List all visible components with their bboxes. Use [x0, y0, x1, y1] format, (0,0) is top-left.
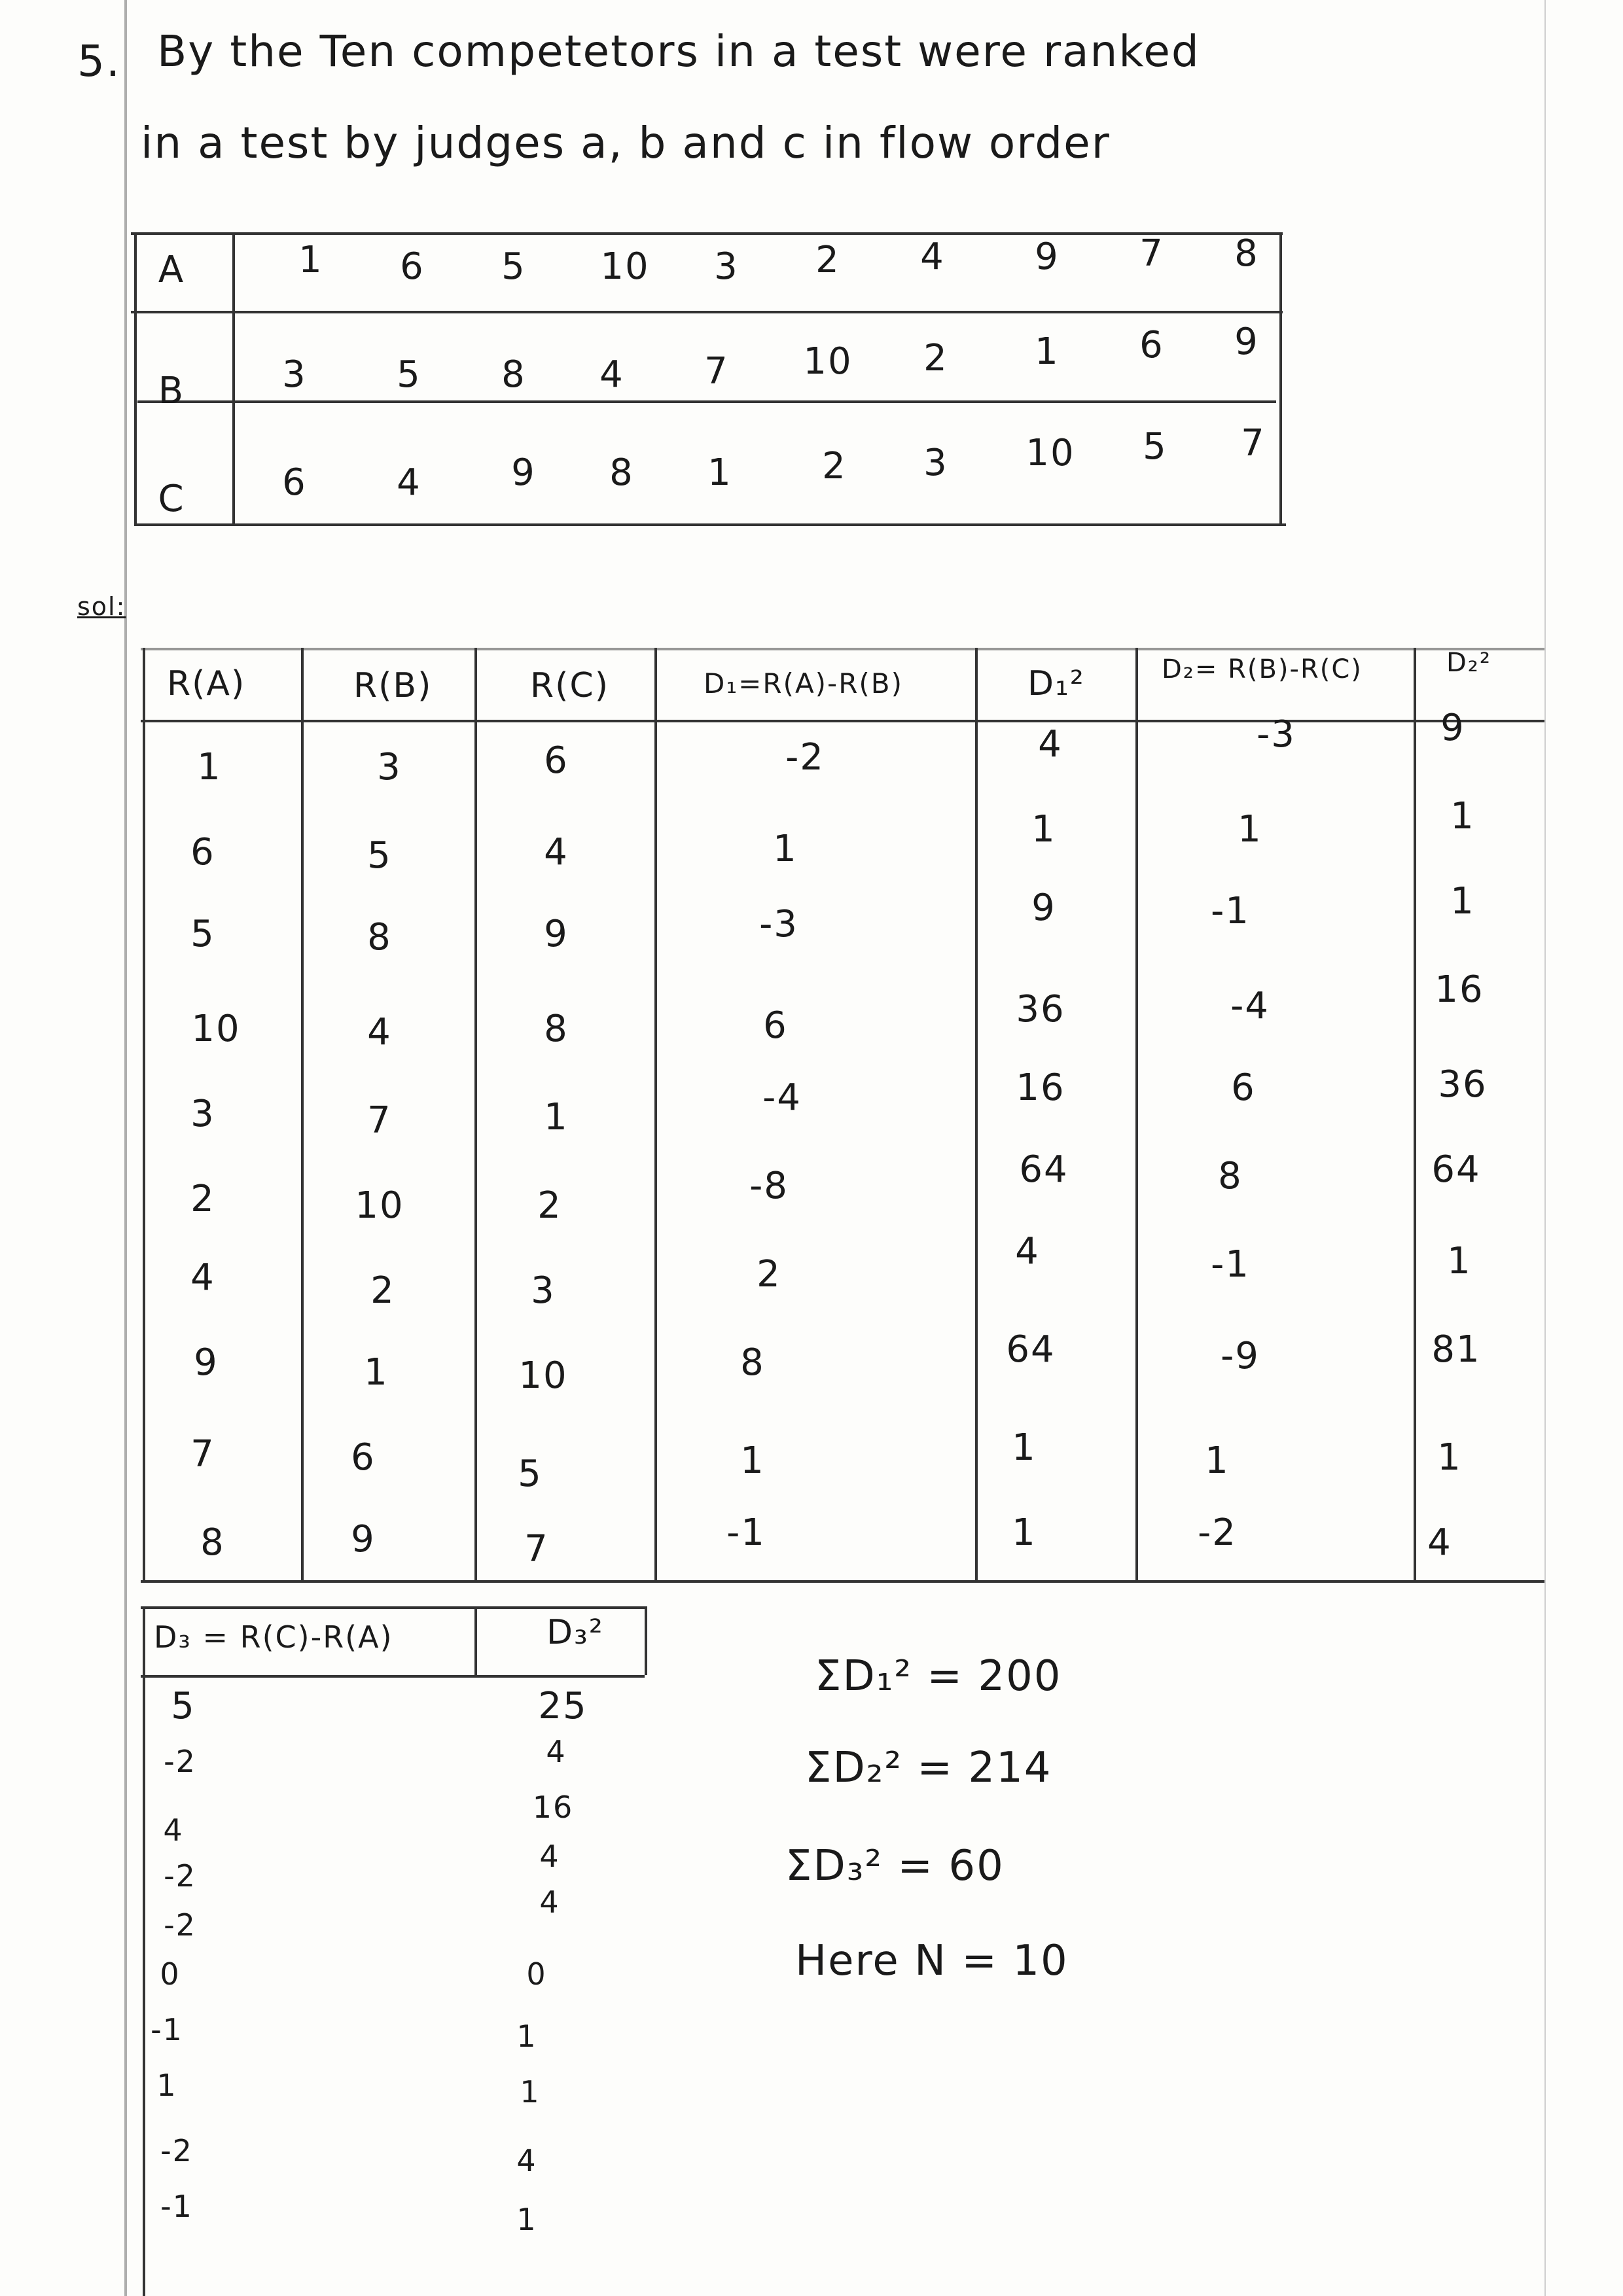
rank-b-value: 2: [923, 337, 948, 380]
diff-header: R(C): [530, 666, 610, 705]
ranks-table-left-border: [134, 232, 137, 523]
rank-a-value: 8: [1234, 232, 1259, 275]
rank-b-value: 6: [1139, 324, 1164, 366]
diff-table-column-divider: [143, 648, 145, 1580]
rank-b-value: 1: [1035, 330, 1060, 373]
diff-cell: -4: [1230, 985, 1270, 1027]
diff-cell: -3: [1257, 713, 1296, 756]
diff-cell: -2: [785, 736, 825, 779]
diff-cell: 9: [1031, 887, 1056, 929]
diff-cell: 4: [190, 1256, 215, 1299]
rank-c-value: 2: [822, 445, 847, 487]
diff-cell: 8: [544, 1008, 569, 1050]
diff-cell: 5: [367, 834, 392, 877]
rank-b-value: 5: [397, 353, 421, 396]
rank-b-value: 3: [282, 353, 307, 396]
diff-cell: 1: [1012, 1426, 1037, 1469]
diff-cell: 4: [1038, 723, 1063, 766]
diff-cell: -1: [726, 1511, 766, 1554]
diff-header: R(B): [353, 666, 433, 705]
diff-cell: -9: [1221, 1335, 1260, 1377]
sum-d3-squared: ΣD₃² = 60: [785, 1842, 1005, 1890]
diff-cell: 64: [1431, 1148, 1481, 1191]
diff-cell: -3: [759, 903, 798, 945]
d3-cell: 4: [546, 1734, 567, 1769]
diff-cell: 6: [544, 739, 569, 782]
diff-cell: 9: [544, 913, 569, 955]
ranks-table-right-border: [1279, 232, 1282, 523]
rank-c-value: 6: [282, 461, 307, 504]
rank-row-label: A: [158, 249, 185, 291]
diff-cell: 10: [518, 1354, 568, 1397]
rank-a-value: 1: [298, 239, 323, 281]
ranks-table-bottom-border: [134, 523, 1286, 526]
rank-b-value: 7: [704, 350, 729, 393]
ranks-table-row-divider: [137, 400, 1276, 403]
diff-cell: 2: [537, 1184, 562, 1227]
question-number: 5.: [77, 36, 121, 86]
d3-table-right-border: [645, 1606, 647, 1675]
solution-label: sol:: [77, 592, 126, 621]
d3-cell: -1: [160, 2189, 193, 2224]
rank-a-value: 4: [920, 236, 945, 278]
diff-cell: 7: [190, 1433, 215, 1475]
diff-cell: 6: [351, 1436, 376, 1479]
diff-cell: 1: [773, 828, 798, 870]
rank-c-value: 5: [1143, 425, 1168, 468]
diff-cell: -8: [749, 1165, 789, 1207]
d3-header: D₃²: [546, 1613, 604, 1652]
diff-cell: -1: [1211, 1243, 1250, 1286]
sum-d2-squared: ΣD₂² = 214: [805, 1744, 1052, 1792]
diff-table-column-divider: [1135, 648, 1138, 1580]
rank-b-value: 9: [1234, 321, 1259, 363]
diff-cell: 9: [351, 1518, 376, 1561]
diff-cell: 6: [1231, 1067, 1256, 1109]
rank-b-value: 8: [501, 353, 526, 396]
d3-cell: 0: [526, 1956, 547, 1992]
rank-c-value: 3: [923, 442, 948, 484]
d3-cell: 1: [156, 2068, 177, 2103]
diff-cell: 2: [190, 1178, 215, 1220]
diff-cell: 16: [1016, 1067, 1065, 1109]
diff-cell: 1: [1450, 880, 1475, 923]
diff-cell: 4: [1015, 1230, 1040, 1273]
d3-table-header-divider: [141, 1675, 645, 1678]
diff-cell: 8: [200, 1521, 225, 1564]
diff-cell: 1: [197, 746, 222, 788]
d3-table-top-border: [141, 1606, 645, 1609]
diff-cell: 8: [740, 1341, 765, 1384]
d3-cell: 1: [520, 2074, 541, 2110]
diff-table-column-divider: [474, 648, 477, 1580]
diff-cell: 1: [1447, 1240, 1472, 1282]
diff-cell: 3: [531, 1269, 556, 1312]
diff-header: D₁=R(A)-R(B): [704, 667, 903, 699]
diff-header: D₂= R(B)-R(C): [1162, 654, 1363, 684]
ranks-table-row-divider: [131, 311, 1283, 313]
d3-cell: -2: [164, 1907, 196, 1943]
diff-cell: 1: [740, 1439, 765, 1482]
diff-cell: 10: [355, 1184, 404, 1227]
question-line-2: in a test by judges a, b and c in flow order: [141, 118, 1111, 168]
d3-cell: 4: [539, 1839, 560, 1874]
diff-cell: 2: [370, 1269, 395, 1312]
diff-cell: 1: [364, 1351, 389, 1394]
diff-cell: 3: [190, 1093, 215, 1135]
diff-cell: 1: [1238, 808, 1262, 851]
rank-b-value: 10: [803, 340, 853, 383]
margin-line: [124, 0, 127, 2296]
diff-cell: 4: [544, 831, 569, 874]
d3-cell: 4: [539, 1884, 560, 1920]
diff-cell: 6: [190, 831, 215, 874]
diff-cell: 1: [1031, 808, 1056, 851]
ranks-table-label-divider: [232, 232, 235, 523]
diff-cell: 36: [1016, 988, 1065, 1031]
diff-cell: -2: [1198, 1511, 1237, 1554]
diff-cell: 16: [1435, 968, 1484, 1011]
diff-cell: 7: [524, 1528, 549, 1570]
rank-a-value: 7: [1139, 232, 1164, 275]
diff-cell: 4: [367, 1011, 392, 1053]
diff-cell: -4: [762, 1076, 802, 1119]
sample-size-n: Here N = 10: [795, 1937, 1069, 1985]
d3-cell: 1: [516, 2202, 537, 2237]
diff-cell: 81: [1431, 1328, 1481, 1371]
d3-table-left-border: [143, 1606, 145, 2296]
diff-cell: 64: [1019, 1148, 1069, 1191]
d3-cell: -1: [151, 2012, 183, 2047]
diff-cell: 9: [1440, 707, 1465, 749]
d3-cell: 1: [516, 2019, 537, 2054]
rank-c-value: 10: [1026, 432, 1075, 474]
d3-cell: 16: [532, 1790, 574, 1825]
d3-header: D₃ = R(C)-R(A): [154, 1619, 393, 1655]
d3-cell: -2: [160, 2133, 193, 2168]
rank-row-label: C: [158, 478, 185, 520]
rank-a-value: 9: [1035, 236, 1060, 278]
d3-cell: 5: [171, 1685, 196, 1727]
rank-a-value: 5: [501, 245, 526, 288]
diff-cell: 7: [367, 1099, 392, 1142]
rank-a-value: 3: [714, 245, 739, 288]
diff-cell: 4: [1427, 1521, 1452, 1564]
diff-cell: 8: [1218, 1155, 1243, 1197]
diff-table-column-divider: [301, 648, 304, 1580]
d3-cell: -2: [164, 1858, 196, 1894]
rank-c-value: 8: [609, 451, 634, 494]
rank-b-value: 4: [599, 353, 624, 396]
rank-a-value: 2: [815, 239, 840, 281]
diff-header: R(A): [167, 664, 246, 703]
diff-cell: -1: [1211, 890, 1250, 932]
right-rule: [1544, 0, 1546, 2296]
diff-cell: 8: [367, 916, 392, 959]
diff-table-column-divider: [654, 648, 657, 1580]
d3-cell: -2: [164, 1744, 196, 1779]
diff-cell: 2: [757, 1253, 781, 1296]
diff-cell: 5: [518, 1453, 543, 1495]
d3-cell: 4: [516, 2143, 537, 2178]
diff-header: D₁²: [1027, 664, 1085, 703]
ranks-table-top-border: [131, 232, 1283, 235]
diff-cell: 9: [194, 1341, 219, 1384]
d3-table-column-divider: [474, 1606, 477, 1675]
rank-row-label: B: [158, 370, 185, 412]
d3-cell: 0: [160, 1956, 181, 1992]
diff-table-bottom-border: [141, 1580, 1544, 1583]
diff-cell: 1: [1205, 1439, 1230, 1482]
rank-c-value: 7: [1241, 422, 1266, 465]
diff-cell: 64: [1006, 1328, 1056, 1371]
rank-c-value: 4: [397, 461, 421, 504]
rank-c-value: 9: [511, 451, 536, 494]
diff-cell: 10: [191, 1008, 241, 1050]
diff-header: D₂²: [1446, 648, 1491, 678]
diff-cell: 1: [1012, 1511, 1037, 1554]
rank-c-value: 1: [707, 451, 732, 494]
diff-cell: 1: [1450, 795, 1475, 838]
diff-cell: 6: [763, 1004, 788, 1047]
question-line-1: By the Ten competetors in a test were ranked: [157, 26, 1200, 77]
diff-cell: 1: [1437, 1436, 1462, 1479]
rank-a-value: 6: [400, 245, 425, 288]
diff-table-top-border: [141, 648, 1544, 650]
rank-a-value: 10: [600, 245, 650, 288]
sum-d1-squared: ΣD₁² = 200: [815, 1652, 1062, 1701]
diff-table-header-divider: [141, 720, 1544, 722]
diff-table-column-divider: [975, 648, 978, 1580]
d3-cell: 25: [538, 1685, 588, 1727]
diff-cell: 5: [190, 913, 215, 955]
diff-cell: 1: [544, 1096, 569, 1139]
diff-cell: 3: [377, 746, 402, 788]
diff-cell: 36: [1438, 1063, 1488, 1106]
diff-table-column-divider: [1414, 648, 1416, 1580]
d3-cell: 4: [163, 1812, 184, 1848]
